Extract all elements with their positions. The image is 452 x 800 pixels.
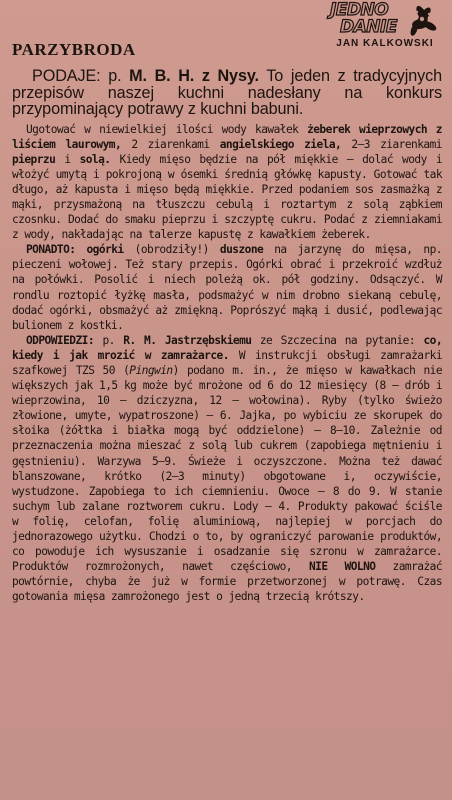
ponadto-text-2: na jarzynę do mięsa, np. pieczeni wołowej. Też stary przepis. Ogórki obrać i przekroić wzdłuż na połówki. Posolić i niech poleżą ok. pół godziny. Odsączyć. W rondlu roztopić łyżkę masła, podsmażyć w nim drobno siekaną cebulę, dodać ogórki, obsmażyć aż zmiękną. Poprószyć mąką i dusić, podlewając bulionem z kostki.	[12, 243, 442, 332]
recipe-ingredient-allspice: angielskiego ziela,	[219, 137, 342, 151]
recipe-text-1: Ugotować w niewielkiej ilości wody kawałek	[26, 122, 308, 136]
odpowiedzi-recipient: R. M. Jastrzębskiemu	[123, 333, 252, 347]
recipe-ingredient-salt: solą.	[79, 152, 111, 166]
odpowiedzi-question: co, kiedy i jak mrozić w zamrażarce.	[12, 333, 443, 362]
column-title-line2: DANIE	[340, 17, 397, 37]
article-headline: PARZYBRODA	[12, 40, 136, 59]
odpowiedzi-paragraph	[12, 333, 442, 605]
column-masthead	[326, 2, 444, 56]
recipe-text-3: 2—3 ziarenkami	[341, 137, 442, 151]
recipe-text-2: 2 ziarenkami	[121, 137, 220, 151]
odpowiedzi-brand: Pingwin	[129, 364, 173, 377]
ponadto-paragraph	[12, 242, 442, 333]
lead-prefix: PODAJE: p.	[32, 67, 130, 85]
odpowiedzi-label: ODPOWIEDZI:	[26, 333, 95, 347]
odpowiedzi-warning: NIE WOLNO	[308, 560, 376, 574]
odpowiedzi-text-1: p.	[94, 333, 124, 347]
ponadto-method: duszone	[219, 243, 264, 257]
lead-paragraph	[12, 68, 442, 118]
recipe-text-5: Kiedy mięso będzie na pół miękkie — dolać wody i włożyć umytą i pokrojoną w ósemki średnią główkę kapusty. Gotować tak długo, aż kapusta i mięso będą miękkie. Przed podaniem sos zasmażką z mąki, przysmażoną na tłuszczu cebulą i roztartym z solą ząbkiem czosnku. Dodać do smaku pieprzu i szczyptę cukru. Podać z ziemniakami z wody, nakładając na talerze kapustę z kawałkiem żeberek.	[12, 152, 442, 242]
odpowiedzi-text-5: zamrażać powtórnie, chyba że już w formie przetworzonej w potrawę. Czas gotowania mięsa zamrożonego jest o jedną trzecią krótszy.	[12, 560, 442, 604]
ponadto-label: PONADTO:	[26, 243, 76, 257]
ponadto-dish: ogórki	[75, 243, 124, 257]
recipe-paragraph	[12, 122, 442, 243]
recipe-ingredient-pepper: pieprzu	[12, 152, 56, 166]
odpowiedzi-text-4: ) podano m. in., że mięso w kawałkach nie większych jak 1,5 kg może być mrożone od 6 do 12 miesięcy (8 — drób i wieprzowina, 10 — dziczyzna, 12 — wołowina). Ryby (tylko świeżo złowione, umyte, wypatroszone) — 6. Jajka, po wybiciu ze skorupek do słoika (żółtka i białka mogą być oddzielone) — 8—10. Zależnie od przeznaczenia można mieszać z solą lub cukrem (zapobiega mętnieniu i gęstnieniu). Warzywa 5—9. Świeże i oczyszczone. Można też dawać blanszowane, krótko (2—3 minuty) obgotowane i, oczywiście, wystudzone. Zapobiega to ich ciemnieniu. Owoce — 8 do 9. W stanie suchym lub zalane roztworem cukru. Lody — 4. Produkty pakować ściśle w folię, celofan, folię aluminiową, najlepiej w porcjach do jednorazowego użytku. Chodzi o to, by ograniczyć parowanie produktów, co powoduje ich wysuszanie i osadzanie się szronu w zamrażarce. Produktów rozmrożonych, nawet częściowo,	[12, 364, 443, 574]
recipe-text-4: i	[55, 152, 80, 166]
cactus-flower-icon	[402, 2, 442, 38]
ponadto-text-1: (obrodziły!)	[123, 243, 220, 257]
recipe-ingredient-ribs: żeberek wieprzowych z liściem laurowym,	[12, 122, 442, 151]
column-title-line1: JEDNO	[330, 0, 389, 20]
lead-text: To jeden z tradycyjnych przepisów naszej kuchni nadesłany na konkurs przypominający potrawy z kuchni babuni.	[12, 67, 442, 118]
lead-submitter: M. B. H. z Nysy.	[129, 67, 259, 85]
odpowiedzi-text-3: W instrukcji obsługi zamrażarki szafkowej TZS 50 (	[12, 348, 443, 377]
odpowiedzi-text-2: ze Szczecina na pytanie:	[251, 333, 424, 347]
column-author: JAN KALKOWSKI	[336, 38, 434, 49]
